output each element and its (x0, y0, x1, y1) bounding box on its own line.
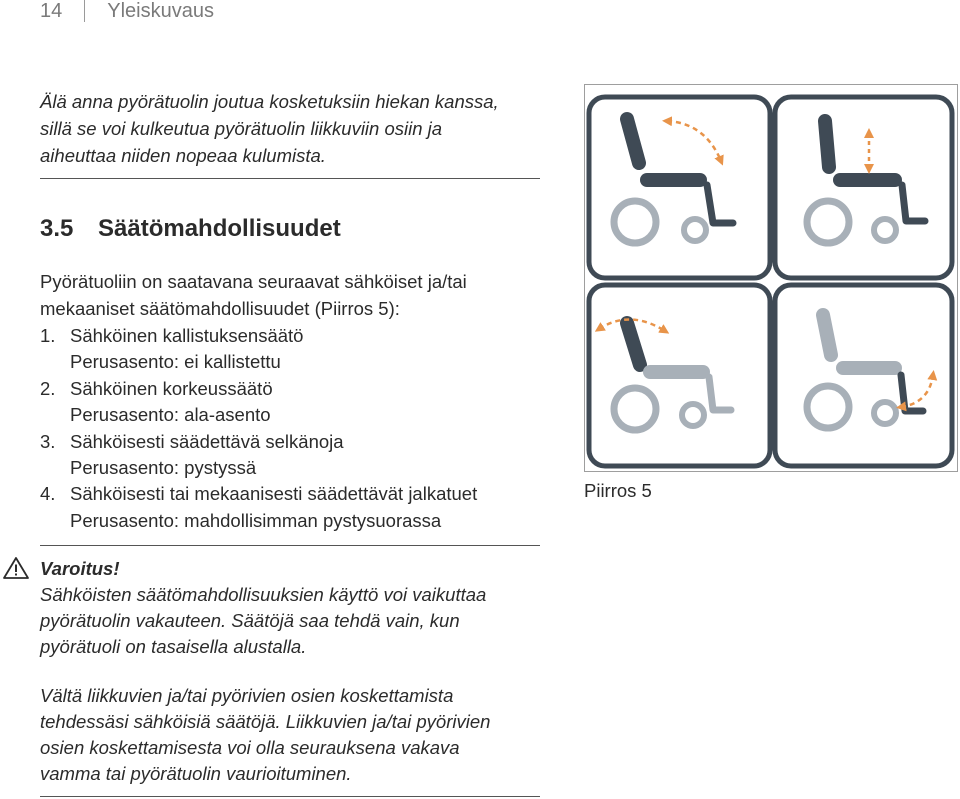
figure-caption: Piirros 5 (584, 480, 652, 501)
list-item: 1. Sähköinen kallistuksensäätö (40, 325, 304, 346)
list-item-default: Perusasento: pystyssä (70, 457, 257, 479)
list-item-default: Perusasento: ala-asento (70, 404, 271, 426)
page-number: 14 (40, 0, 63, 22)
section-heading (40, 215, 341, 243)
caution-line: vamma tai pyörätuolin vaurioituminen. (40, 763, 352, 784)
divider (40, 545, 540, 546)
page-header (40, 0, 214, 22)
list-item: 3. Sähköisesti säädettävä selkänoja (40, 430, 344, 452)
wheelchair-backrest-icon (589, 285, 770, 466)
list-item: 2. Sähköinen korkeussäätö (40, 377, 273, 399)
body-intro (40, 268, 560, 322)
divider (40, 178, 540, 179)
wheelchair-lift-icon (775, 97, 952, 278)
warning-line: Sähköisten säätömahdollisuuksien käyttö voi vaikuttaa (40, 584, 487, 605)
wheelchair-legrest-icon (775, 285, 952, 466)
caution-line: osien koskettamisesta voi olla seurauksena vakava (40, 737, 460, 758)
header-section: Yleiskuvaus (107, 0, 214, 22)
caution-line: Vältä liikkuvien ja/tai pyörivien osien koskettamista (40, 685, 454, 706)
intro-note-line: sillä se voi kulkeutua pyörätuolin liikkuviin osiin ja (40, 118, 443, 140)
figure-box (584, 84, 958, 472)
figure-illustration (585, 85, 957, 471)
body-intro-line: Pyörätuoliin on saatavana seuraavat sähköiset ja/tai (40, 271, 467, 292)
body-intro-line: mekaaniset säätömahdollisuudet (Piirros 5): (40, 298, 400, 319)
caution-line: tehdessäsi sähköisiä säätöjä. Liikkuvien ja/tai pyörivien (40, 711, 491, 732)
section-title: Säätömahdollisuudet (98, 215, 341, 242)
warning-triangle-icon (2, 556, 30, 585)
divider (40, 796, 540, 797)
warning-block (40, 556, 560, 660)
section-number: 3.5 (40, 215, 74, 242)
header-divider (84, 0, 85, 22)
caution-block (40, 683, 560, 787)
options-list (40, 323, 580, 534)
list-item: 4. Sähköisesti tai mekaanisesti säädettävät jalkatuet (40, 483, 478, 505)
intro-note (40, 88, 560, 170)
list-item-default: Perusasento: ei kallistettu (70, 351, 281, 373)
warning-line: pyörätuolin vakauteen. Säätöjä saa tehdä vain, kun (40, 610, 460, 631)
intro-note-line: aiheuttaa niiden nopeaa kulumista. (40, 145, 326, 167)
warning-title: Varoitus! (40, 558, 120, 579)
wheelchair-tilt-icon (589, 97, 770, 278)
warning-line: pyörätuoli on tasaisella alustalla. (40, 636, 307, 657)
intro-note-line: Älä anna pyörätuolin joutua kosketuksiin hiekan kanssa, (40, 91, 499, 112)
list-item-default: Perusasento: mahdollisimman pystysuorassa (70, 509, 442, 531)
